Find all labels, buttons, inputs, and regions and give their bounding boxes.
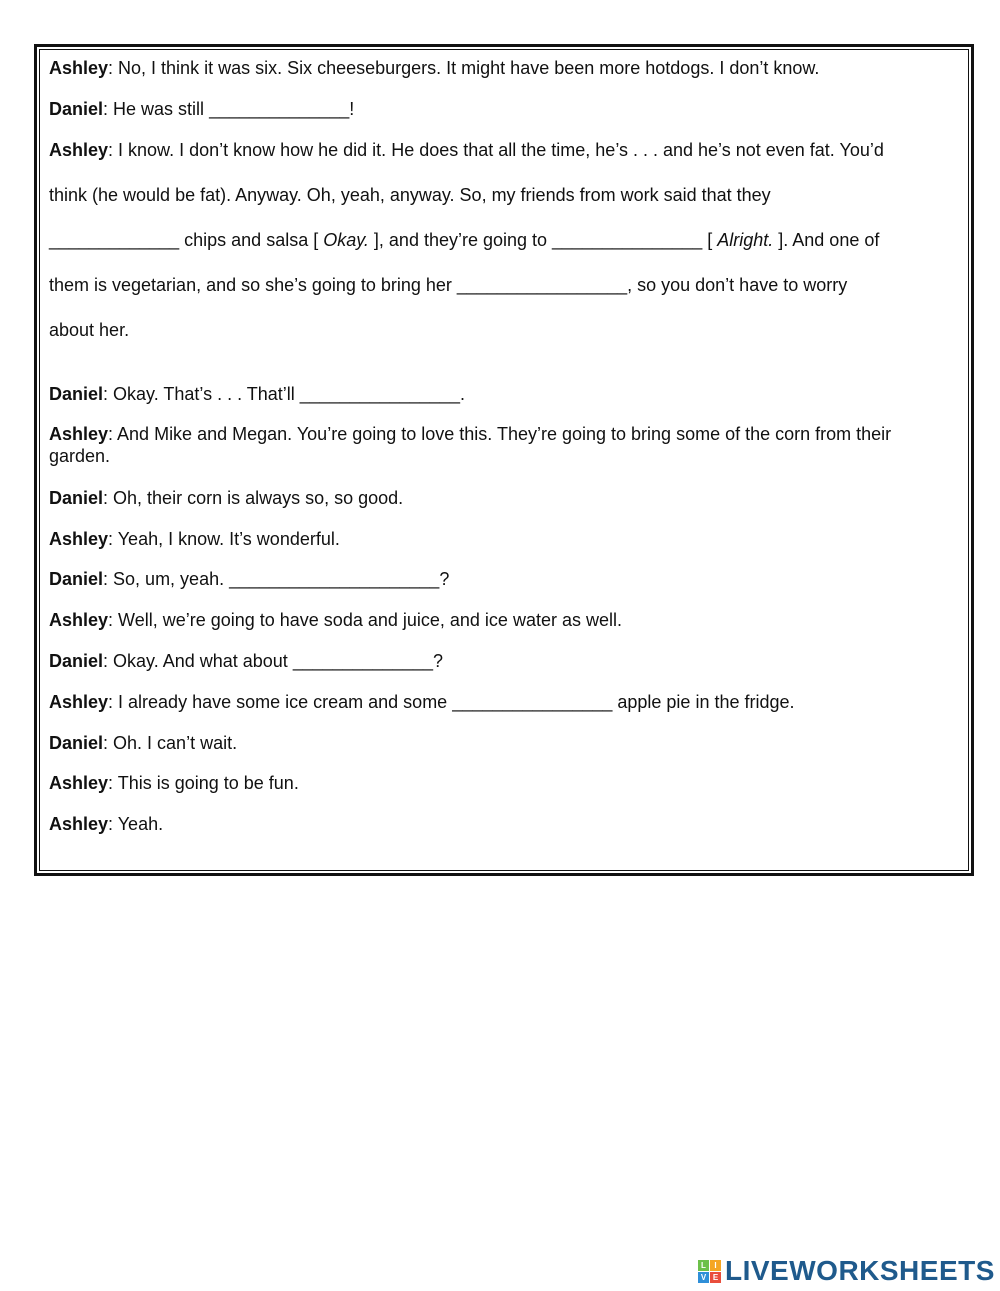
- line-3b: [49, 184, 771, 206]
- speaker-name: Ashley: [49, 529, 109, 549]
- line-text: apple pie in the fridge.: [612, 692, 795, 712]
- speaker-name: Ashley: [49, 58, 109, 78]
- dialogue-box: [34, 44, 974, 876]
- line-text: , so you don’t have to worry: [627, 275, 848, 295]
- speaker-name: Ashley: [49, 773, 109, 793]
- line-10: [49, 650, 443, 672]
- line-text: : No, I think it was six. Six cheeseburgers. It might have been more hotdogs. I don’t know.: [108, 58, 820, 78]
- line-text: : So, um, yeah.: [103, 569, 230, 589]
- line-text: : Yeah, I know. It’s wonderful.: [108, 529, 340, 549]
- line-text: : Oh, their corn is always so, so good.: [103, 488, 404, 508]
- line-8: [49, 568, 449, 590]
- line-text: : Oh. I can’t wait.: [103, 733, 238, 753]
- speaker-name: Daniel: [49, 569, 104, 589]
- answer-blank[interactable]: ________________: [452, 692, 613, 712]
- line-3e: [49, 319, 129, 341]
- line-text: : This is going to be fun.: [108, 773, 299, 793]
- logo-mark-tile: E: [710, 1272, 721, 1283]
- speaker-name: Daniel: [49, 99, 104, 119]
- answer-blank[interactable]: _____________: [49, 230, 180, 250]
- line-12: [49, 732, 237, 754]
- answer-blank[interactable]: _________________: [456, 275, 628, 295]
- speaker-name: Ashley: [49, 424, 109, 444]
- aside-text: Alright.: [717, 230, 774, 250]
- speaker-name: Ashley: [49, 140, 109, 160]
- line-7: [49, 528, 340, 550]
- line-text: !: [349, 99, 355, 119]
- line-text: : And Mike and Megan. You’re going to love this. They’re going to bring some of the corn from their garden.: [49, 424, 892, 466]
- line-13: [49, 772, 299, 794]
- logo-mark-icon: [698, 1260, 721, 1283]
- line-3d: [49, 274, 847, 296]
- logo-mark-tile: I: [710, 1260, 721, 1271]
- line-9: [49, 609, 622, 631]
- line-text: ?: [432, 651, 443, 671]
- line-text: : Well, we’re going to have soda and juice, and ice water as well.: [108, 610, 622, 630]
- speaker-name: Daniel: [49, 488, 104, 508]
- answer-blank[interactable]: ______________: [292, 651, 433, 671]
- logo-mark-tile: L: [698, 1260, 709, 1271]
- line-6: [49, 487, 403, 509]
- line-text: : Okay. That’s . . . That’ll: [103, 384, 300, 404]
- line-text: chips and salsa [: [179, 230, 324, 250]
- answer-blank[interactable]: ______________: [209, 99, 350, 119]
- logo-mark-tile: V: [698, 1272, 709, 1283]
- speaker-name: Daniel: [49, 651, 104, 671]
- line-text: think (he would be fat). Anyway. Oh, yeah, anyway. So, my friends from work said that they: [49, 185, 771, 205]
- line-text: ?: [439, 569, 450, 589]
- line-2: [49, 98, 354, 120]
- speaker-name: Ashley: [49, 814, 109, 834]
- line-3a: [49, 139, 884, 161]
- line-text: ], and they’re going to: [368, 230, 553, 250]
- line-text: about her.: [49, 320, 130, 340]
- speaker-name: Daniel: [49, 384, 104, 404]
- line-text: ]. And one of: [773, 230, 880, 250]
- line-text: .: [459, 384, 465, 404]
- line-3c: [49, 229, 879, 251]
- line-14: [49, 813, 163, 835]
- speaker-name: Ashley: [49, 692, 109, 712]
- speaker-name: Ashley: [49, 610, 109, 630]
- line-text: : I already have some ice cream and some: [108, 692, 453, 712]
- logo-text: LIVEWORKSHEETS: [725, 1255, 995, 1286]
- answer-blank[interactable]: _______________: [552, 230, 703, 250]
- liveworksheets-logo: [698, 1256, 995, 1286]
- answer-blank[interactable]: ________________: [299, 384, 460, 404]
- line-text: them is vegetarian, and so she’s going to bring her: [49, 275, 457, 295]
- speaker-name: Daniel: [49, 733, 104, 753]
- line-11: [49, 691, 795, 713]
- line-4: [49, 383, 465, 405]
- line-text: : Yeah.: [108, 814, 164, 834]
- line-text: : Okay. And what about: [103, 651, 293, 671]
- line-text: : I know. I don’t know how he did it. He does that all the time, he’s . . . and he’s not even fat. You’d: [108, 140, 884, 160]
- line-text: : He was still: [103, 99, 210, 119]
- aside-text: Okay.: [323, 230, 369, 250]
- line-text: [: [702, 230, 718, 250]
- answer-blank[interactable]: _____________________: [229, 569, 440, 589]
- line-1: [49, 57, 819, 79]
- line-5: [49, 423, 949, 467]
